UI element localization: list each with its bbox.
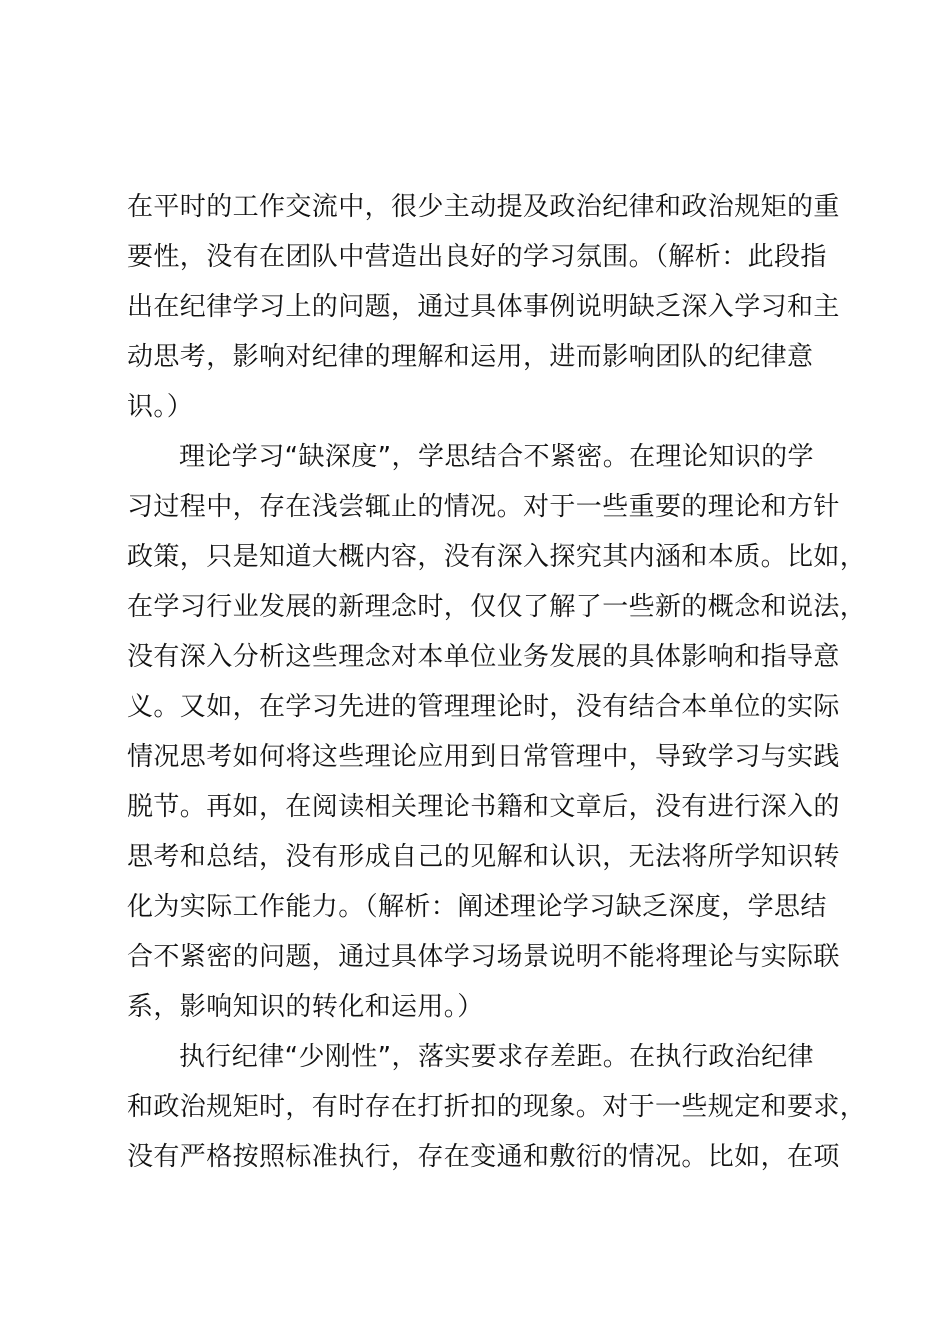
text-line: 没有严格按照标准执行，存在变通和敷衍的情况。比如，在项	[127, 1142, 840, 1172]
text-line: 出在纪律学习上的问题，通过具体事例说明缺乏深入学习和主	[127, 292, 840, 322]
text-line: 系，影响知识的转化和运用。）	[127, 992, 484, 1022]
text-line: 情况思考如何将这些理论应用到日常管理中，导致学习与实践	[127, 742, 840, 772]
text-line: 思考和总结，没有形成自己的见解和认识，无法将所学知识转	[127, 842, 840, 872]
text-line: 在学习行业发展的新理念时，仅仅了解了一些新的概念和说法，	[127, 592, 867, 622]
text-line: 化为实际工作能力。（解析：阐述理论学习缺乏深度，学思结	[127, 892, 827, 922]
document-body	[127, 182, 867, 1182]
text-line: 和政治规矩时，有时存在打折扣的现象。对于一些规定和要求，	[127, 1092, 867, 1122]
text-line: 要性，没有在团队中营造出良好的学习氛围。（解析：此段指	[127, 242, 827, 272]
text-line: 政策，只是知道大概内容，没有深入探究其内涵和本质。比如，	[127, 542, 867, 572]
text-line: 识。）	[127, 392, 194, 422]
text-line: 没有深入分析这些理念对本单位业务发展的具体影响和指导意	[127, 642, 840, 672]
text-line: 脱节。再如，在阅读相关理论书籍和文章后，没有进行深入的	[127, 792, 840, 822]
paragraph-start-line: 理论学习“缺深度”，学思结合不紧密。在理论知识的学	[179, 442, 814, 472]
text-line: 合不紧密的问题，通过具体学习场景说明不能将理论与实际联	[127, 942, 840, 972]
text-line: 义。又如，在学习先进的管理理论时，没有结合本单位的实际	[127, 692, 840, 722]
paragraph-start-line: 执行纪律“少刚性”，落实要求存差距。在执行政治纪律	[179, 1042, 814, 1072]
text-line: 习过程中，存在浅尝辄止的情况。对于一些重要的理论和方针	[127, 492, 840, 522]
text-line: 动思考，影响对纪律的理解和运用，进而影响团队的纪律意	[127, 342, 814, 372]
text-line: 在平时的工作交流中，很少主动提及政治纪律和政治规矩的重	[127, 192, 840, 222]
